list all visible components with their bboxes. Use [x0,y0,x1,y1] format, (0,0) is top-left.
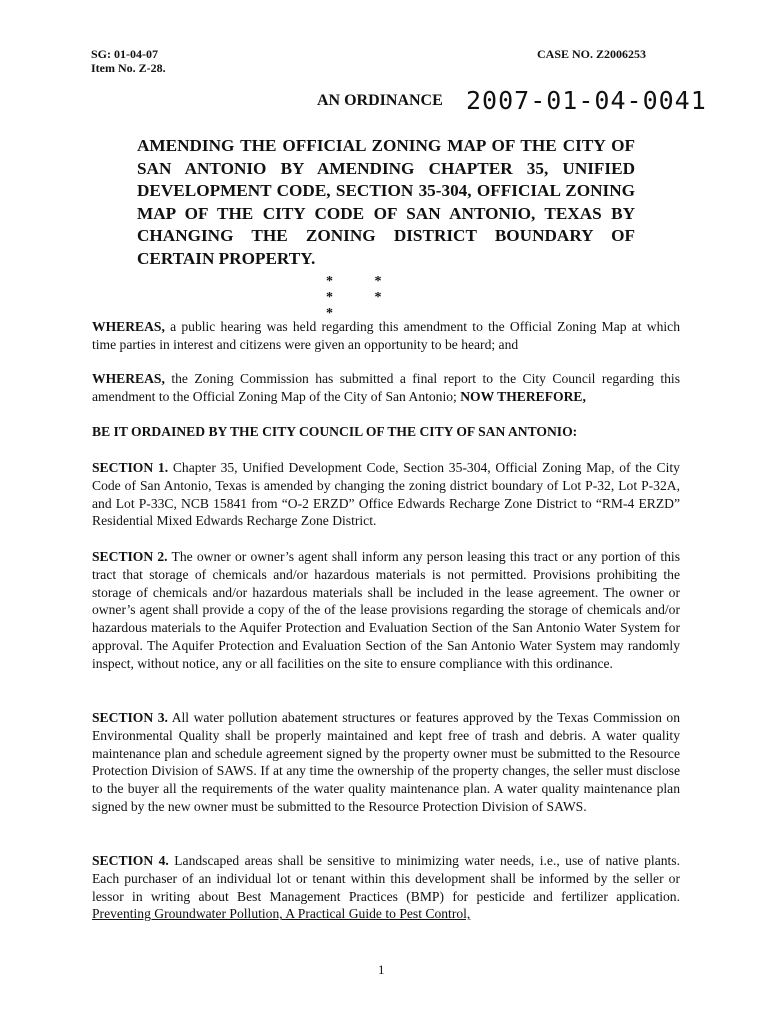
whereas-text: the Zoning Commission has submitted a final report to the City Council regarding this amendment to the Official Zoning Map of the City of San Antonio; [92,371,680,404]
section-4-lead: SECTION 4. [92,853,169,868]
ordinance-title: AMENDING THE OFFICIAL ZONING MAP OF THE CITY OF SAN ANTONIO BY AMENDING CHAPTER 35, UNIFIED DEVELOPMENT CODE, SECTION 35-304, OFFICIAL ZONING MAP OF THE CITY CODE OF SAN ANTONIO, TEXAS BY CHANGING THE ZONING DISTRICT BOUNDARY OF CERTAIN PROPERTY. [137,136,635,268]
ordained-clause: BE IT ORDAINED BY THE CITY COUNCIL OF THE CITY OF SAN ANTONIO: [92,424,578,439]
page-number: 1 [378,962,385,977]
whereas-clause-1 [92,318,680,354]
document-sg-code: SG: 01-04-07 [91,47,158,61]
section-4-text: Landscaped areas shall be sensitive to minimizing water needs, i.e., use of native plants. Each purchaser of an individual lot or tenant within this development shall be informed by the seller or lessor in writing about Best Management Practices (BMP) for pesticide and fertilizer application. [92,853,680,904]
ordinance-number-stamp: 2007-01-04-0041 [466,86,707,115]
section-3-text: All water pollution abatement structures or features approved by the Texas Commission on Environmental Quality shall be properly maintained and kept free of trash and debris. A water quality maintenance plan and schedule agreement signed by the property owner must be submitted to the Resource Protection Division of SAWS. If at any time the ownership of the property changes, the seller must disclose to the buyer all the requirements of the water quality maintenance plan. A water quality maintenance plan signed by the new owner must be submitted to the Resource Protection Division of SAWS. [92,710,681,814]
whereas-lead: WHEREAS, [92,371,165,386]
guide-reference: Preventing Groundwater Pollution, A Practical Guide to Pest Control, [92,906,471,922]
section-4 [92,852,680,923]
now-therefore: NOW THEREFORE, [460,388,586,404]
whereas-text: a public hearing was held regarding this amendment to the Official Zoning Map at which time parties in interest and citizens were given an opportunity to be heard; and [92,319,680,352]
ordinance-label: AN ORDINANCE [317,92,443,109]
section-1-text: Chapter 35, Unified Development Code, Section 35-304, Official Zoning Map, of the City Code of San Antonio, Texas is amended by changing the zoning district boundary of Lot P-32, Lot P-32A, and Lot P-33C, NCB 15841 from “O-2 ERZD” Office Edwards Recharge Zone District to “RM-4 ERZD” Residential Mixed Edwards Recharge Zone District. [92,460,680,529]
section-2 [92,548,680,673]
whereas-clause-2 [92,370,680,406]
section-3-lead: SECTION 3. [92,710,168,725]
section-3 [92,709,680,816]
section-1 [92,459,680,530]
whereas-lead: WHEREAS, [92,319,165,334]
section-divider-stars: * * * * * [326,274,401,321]
section-2-text: The owner or owner’s agent shall inform any person leasing this tract or any portion of this tract that storage of chemicals and/or hazardous materials is not permitted. Provisions prohibiting the storage of chemicals and/or hazardous materials shall be included in the lease agreement. The owner or owner’s agent shall provide a copy of the of the lease provisions regarding the storage of chemicals and/or hazardous materials to the Aquifer Protection and Evaluation Section of the San Antonio Water System for approval. The Aquifer Protection and Evaluation Section of the San Antonio Water System may randomly inspect, without notice, any or all facilities on the site to ensure compliance with this ordinance. [92,549,680,671]
item-number: Item No. Z-28. [91,61,166,75]
case-number: CASE NO. Z2006253 [537,47,647,61]
section-2-lead: SECTION 2. [92,549,168,564]
section-1-lead: SECTION 1. [92,460,169,475]
